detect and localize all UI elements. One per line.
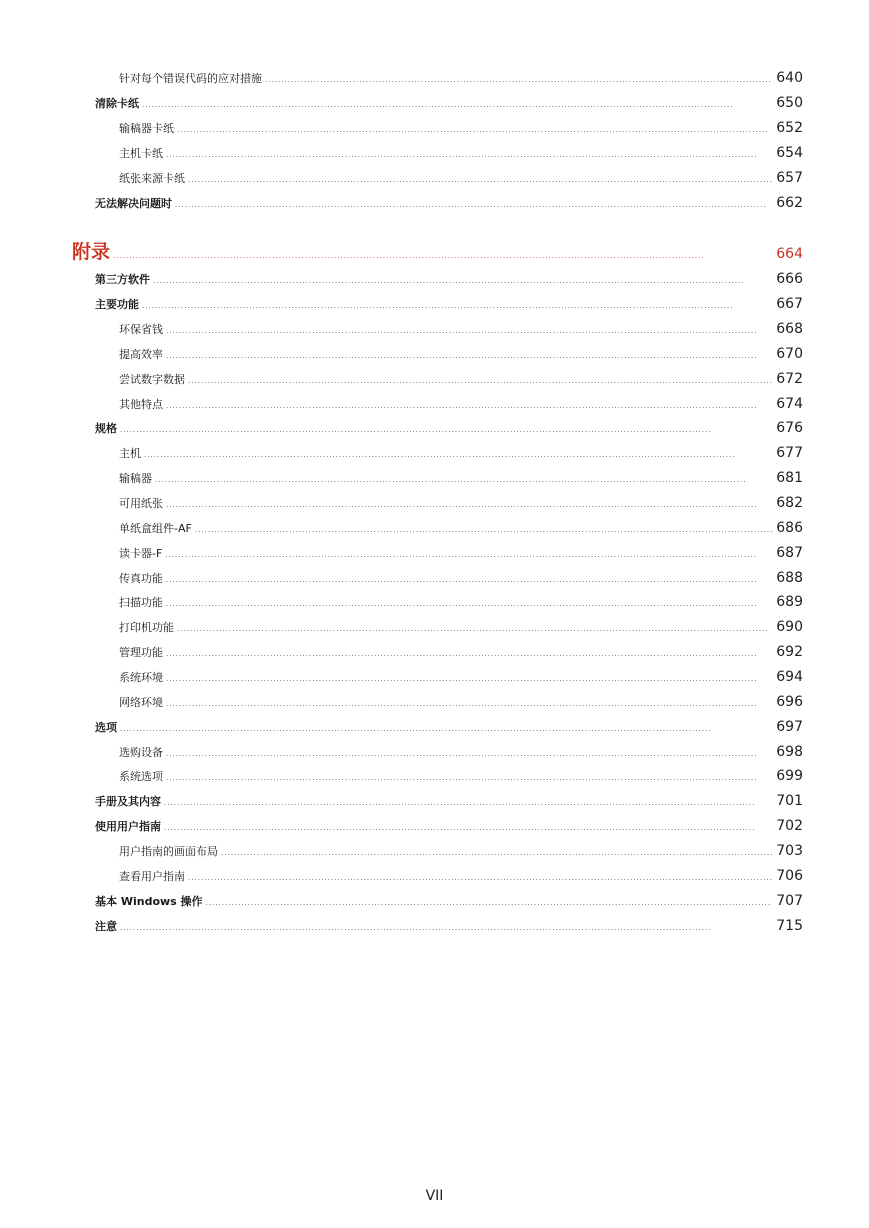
toc-page-number: 664: [776, 246, 803, 262]
toc-page-number: 657: [776, 170, 803, 186]
dot-leader: [120, 919, 772, 936]
toc-subsection[interactable]: [119, 321, 803, 337]
toc-entry-label: 系统环境: [119, 671, 163, 684]
toc-entry-label: 可用纸张: [119, 497, 163, 510]
toc-entry-label: 选购设备: [119, 746, 163, 759]
toc-entry-label: 输稿器卡纸: [119, 122, 174, 135]
toc-entry-label: 扫描功能: [119, 596, 163, 609]
toc-page-number: 662: [776, 195, 803, 211]
toc-entry-label: 环保省钱: [119, 323, 163, 336]
dot-leader: [120, 421, 772, 438]
toc-section[interactable]: [95, 296, 803, 312]
dot-leader: [175, 196, 772, 213]
toc-section[interactable]: [95, 271, 803, 287]
toc-entry-label: 读卡器-F: [119, 547, 163, 560]
dot-leader: [164, 794, 772, 811]
page-number: VII: [425, 1188, 444, 1204]
toc-page-number: 672: [776, 371, 803, 387]
toc-entry-label: 基本 Windows 操作: [95, 895, 203, 908]
toc-page-number: 694: [776, 669, 803, 685]
toc-section[interactable]: [95, 95, 803, 111]
toc-subsection[interactable]: [119, 545, 803, 561]
toc-page-number: 677: [776, 445, 803, 461]
dot-leader: [177, 121, 772, 138]
toc-page-number: 696: [776, 694, 803, 710]
toc-entry-label: 主机卡纸: [119, 147, 163, 160]
toc-entry-label: 注意: [95, 920, 117, 933]
toc-entry-label: 提高效率: [119, 348, 163, 361]
dot-leader: [166, 645, 772, 662]
toc-section[interactable]: [95, 420, 803, 436]
toc-entry-label: 手册及其内容: [95, 795, 161, 808]
toc-subsection[interactable]: [119, 371, 803, 387]
toc-entry-label: 选项: [95, 721, 117, 734]
toc-section[interactable]: [95, 195, 803, 211]
toc-page-number: 707: [776, 893, 803, 909]
dot-leader: [188, 372, 772, 389]
toc-subsection[interactable]: [119, 619, 803, 635]
toc-entry-label: 附录: [72, 241, 111, 263]
toc-entry-label: 纸张来源卡纸: [119, 172, 185, 185]
toc-page-number: 670: [776, 346, 803, 362]
toc-subsection[interactable]: [119, 346, 803, 362]
toc-page-number: 667: [776, 296, 803, 312]
toc-subsection[interactable]: [119, 570, 803, 586]
toc-entry-label: 输稿器: [119, 472, 152, 485]
toc-subsection[interactable]: [119, 594, 803, 610]
dot-leader: [144, 446, 772, 463]
dot-leader: [120, 720, 772, 737]
dot-leader: [166, 595, 772, 612]
toc-subsection[interactable]: [119, 744, 803, 760]
toc-entry-label: 其他特点: [119, 398, 163, 411]
toc-page-number: 699: [776, 768, 803, 784]
dot-leader: [166, 347, 772, 364]
toc-page-number: 689: [776, 594, 803, 610]
toc-page-number: 676: [776, 420, 803, 436]
toc-page-number: 706: [776, 868, 803, 884]
dot-leader: [166, 695, 772, 712]
toc-subsection[interactable]: [119, 170, 803, 186]
dot-leader: [177, 620, 772, 637]
dot-leader: [166, 769, 772, 786]
toc-entry-label: 打印机功能: [119, 621, 174, 634]
toc-subsection[interactable]: [119, 694, 803, 710]
toc-subsection[interactable]: [119, 520, 803, 536]
toc-section[interactable]: [95, 918, 803, 934]
toc-page-number: 650: [776, 95, 803, 111]
toc-entry-label: 主要功能: [95, 298, 139, 311]
toc-entry-label: 查看用户指南: [119, 870, 185, 883]
toc-entry-label: 针对每个错误代码的应对措施: [119, 72, 262, 85]
toc-subsection[interactable]: [119, 120, 803, 136]
dot-leader: [188, 869, 772, 886]
dot-leader: [165, 546, 772, 563]
toc-subsection[interactable]: [119, 843, 803, 859]
toc-entry-label: 使用用户指南: [95, 820, 161, 833]
toc-subsection[interactable]: [119, 669, 803, 685]
toc-page-number: 715: [776, 918, 803, 934]
toc-entry-label: 第三方软件: [95, 273, 150, 286]
toc-page-number: 681: [776, 470, 803, 486]
toc-subsection[interactable]: [119, 868, 803, 884]
toc-entry-label: 清除卡纸: [95, 97, 139, 110]
toc-page-number: 686: [776, 520, 803, 536]
toc-page-number: 687: [776, 545, 803, 561]
toc-page-number: 682: [776, 495, 803, 511]
toc-subsection[interactable]: [119, 70, 803, 86]
toc-page-number: 701: [776, 793, 803, 809]
dot-leader: [206, 894, 773, 911]
toc-entry-label: 规格: [95, 422, 117, 435]
toc-page-number: 654: [776, 145, 803, 161]
toc-page-number: 674: [776, 396, 803, 412]
toc-page-number: 652: [776, 120, 803, 136]
dot-leader: [166, 571, 772, 588]
dot-leader: [142, 297, 772, 314]
dot-leader: [166, 745, 772, 762]
toc-entry-label: 管理功能: [119, 646, 163, 659]
toc-page-number: 640: [776, 70, 803, 86]
toc-page-number: 702: [776, 818, 803, 834]
toc-section[interactable]: [95, 893, 803, 909]
dot-leader: [166, 322, 772, 339]
toc-page-number: 690: [776, 619, 803, 635]
toc-entry-label: 无法解决问题时: [95, 197, 172, 210]
toc-page-number: 688: [776, 570, 803, 586]
dot-leader: [153, 272, 772, 289]
toc-section[interactable]: [95, 719, 803, 735]
toc-page-number: 668: [776, 321, 803, 337]
dot-leader: [166, 496, 772, 513]
toc-page-number: 692: [776, 644, 803, 660]
dot-leader: [164, 819, 772, 836]
toc-entry-label: 传真功能: [119, 572, 163, 585]
dot-leader: [188, 171, 772, 188]
dot-leader: [221, 844, 772, 861]
dot-leader: [155, 471, 772, 488]
toc-section[interactable]: [95, 818, 803, 834]
toc-entry-label: 系统选项: [119, 770, 163, 783]
toc-entry-label: 主机: [119, 447, 141, 460]
toc-subsection[interactable]: [119, 445, 803, 461]
dot-leader: [166, 397, 772, 414]
toc-chapter[interactable]: [72, 240, 803, 264]
toc-entry-label: 网络环境: [119, 696, 163, 709]
toc-subsection[interactable]: [119, 644, 803, 660]
toc-page-number: 698: [776, 744, 803, 760]
toc-subsection[interactable]: [119, 470, 803, 486]
toc-subsection[interactable]: [119, 495, 803, 511]
toc-page-number: 697: [776, 719, 803, 735]
dot-leader: [113, 243, 772, 268]
toc-entry-label: 单纸盒组件-AF: [119, 522, 192, 535]
toc-subsection[interactable]: [119, 768, 803, 784]
dot-leader: [166, 670, 772, 687]
toc-subsection[interactable]: [119, 396, 803, 412]
toc-entry-label: 尝试数字数据: [119, 373, 185, 386]
toc-section[interactable]: [95, 793, 803, 809]
dot-leader: [142, 96, 772, 113]
toc-page-number: 703: [776, 843, 803, 859]
toc-page-number: 666: [776, 271, 803, 287]
dot-leader: [265, 71, 772, 88]
dot-leader: [166, 146, 772, 163]
dot-leader: [195, 521, 772, 538]
toc-subsection[interactable]: [119, 145, 803, 161]
toc-entry-label: 用户指南的画面布局: [119, 845, 218, 858]
